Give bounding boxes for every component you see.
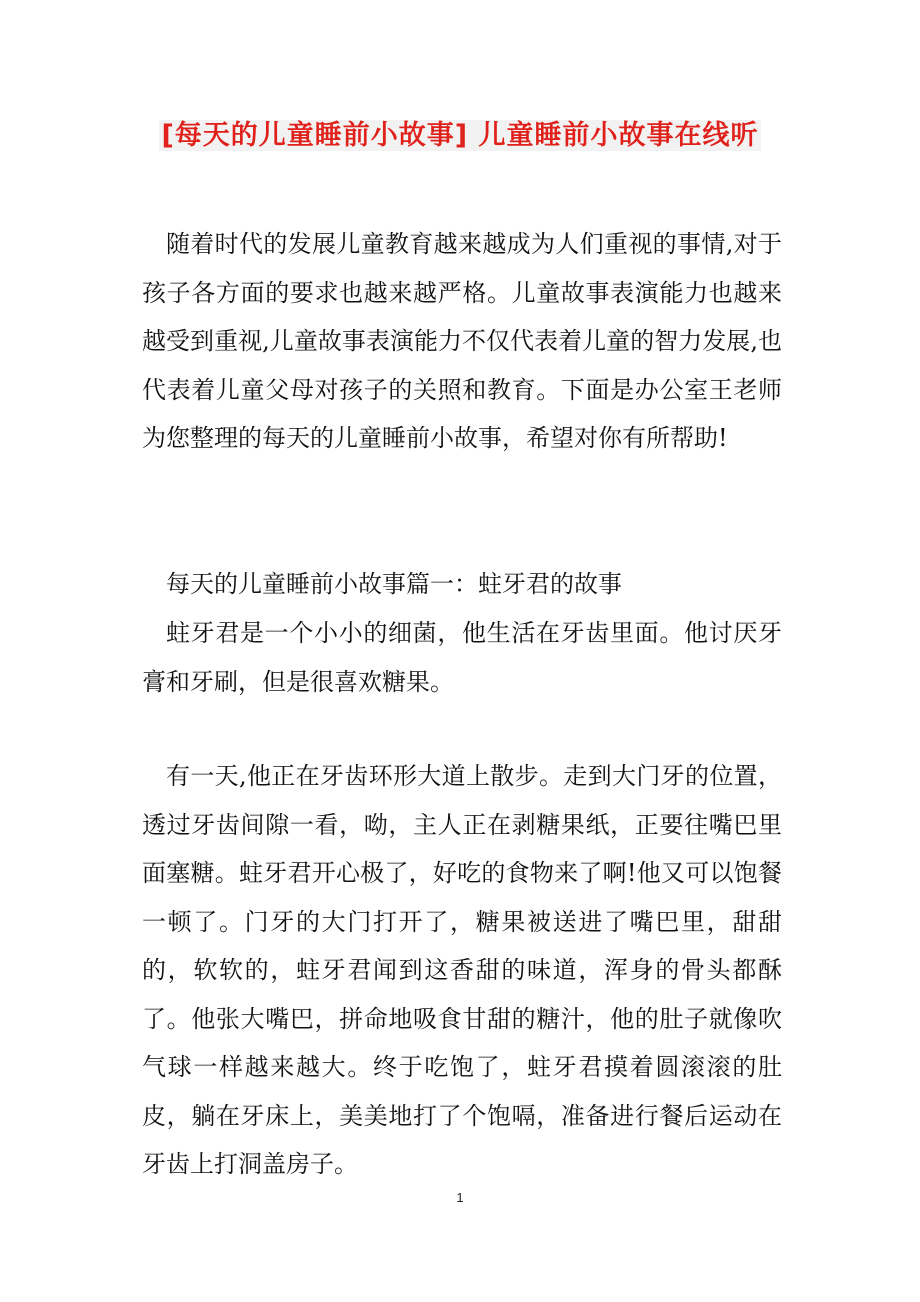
story-paragraph-2: 有一天,他正在牙齿环形大道上散步。走到大门牙的位置，透过牙齿间隙一看，呦，主人正在剥糖果纸，正要往嘴巴里面塞糖。蛀牙君开心极了，好吃的食物来了啊!他又可以饱餐一顿了。门牙的大门打开了，糖果被送进了嘴巴里，甜甜的，软软的，蛀牙君闻到这香甜的味道，浑身的骨头都酥了。他张大嘴巴，拼命地吸食甘甜的糖汁，他的肚子就像吹气球一样越来越大。终于吃饱了，蛀牙君摸着圆滚滚的肚皮，躺在牙床上，美美地打了个饱嗝，准备进行餐后运动在牙齿上打洞盖房子。 [142,762,782,1178]
page-title [0,118,920,154]
page-number: 1 [456,1190,464,1205]
page-title-text: [每天的儿童睡前小故事] 儿童睡前小故事在线听 [161,120,759,151]
intro-paragraph: 随着时代的发展儿童教育越来越成为人们重视的事情,对于孩子各方面的要求也越来越严格。儿童故事表演能力也越来越受到重视,儿童故事表演能力不仅代表着儿童的智力发展,也代表着儿童父母对孩子的关照和教育。下面是办公室王老师为您整理的每天的儿童睡前小故事，希望对你有所帮助! [142,230,782,452]
story-heading: 每天的儿童睡前小故事篇一：蛀牙君的故事 [166,570,622,598]
story-paragraph-1: 蛀牙君是一个小小的细菌，他生活在牙齿里面。他讨厌牙膏和牙刷，但是很喜欢糖果。 [142,619,782,696]
